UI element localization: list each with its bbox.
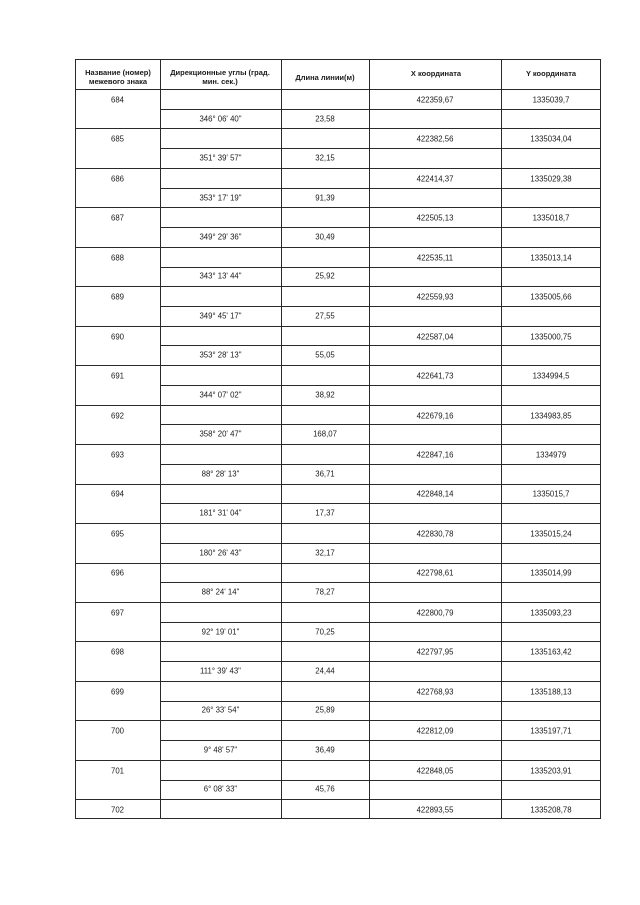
column-divider-0	[75, 59, 76, 819]
segment-length: 91,39	[315, 193, 335, 202]
row-divider	[75, 681, 601, 682]
point-x-coordinate: 422800,79	[416, 608, 454, 618]
column-divider-5	[600, 59, 601, 819]
row-divider	[75, 760, 601, 761]
column-divider-4	[501, 59, 502, 819]
point-y-coordinate: 1335203,91	[530, 766, 572, 776]
row-divider	[160, 424, 601, 425]
point-x-coordinate: 422798,61	[416, 568, 454, 578]
point-x-coordinate: 422830,78	[416, 529, 454, 539]
segment-direction-angle: 9° 48' 57"	[203, 745, 238, 755]
segment-direction-angle: 346° 06' 40"	[199, 114, 242, 124]
row-divider	[160, 109, 601, 110]
point-y-coordinate: 1334979	[535, 450, 567, 460]
segment-direction-angle: 351° 39' 57"	[199, 153, 242, 163]
point-x-coordinate: 422505,13	[416, 213, 454, 223]
segment-length: 168,07	[313, 429, 337, 439]
segment-direction-angle: 349° 45' 17"	[199, 311, 242, 321]
row-divider	[75, 720, 601, 721]
segment-length: 55,05	[315, 350, 335, 360]
segment-length: 17,37	[315, 508, 335, 518]
row-divider	[160, 780, 601, 781]
header-angle: Дирекционные углы (град. мин. сек.)	[170, 68, 270, 86]
point-y-coordinate: 1335000,75	[530, 332, 572, 342]
row-divider	[160, 188, 601, 189]
point-y-coordinate: 1335029,38	[530, 174, 572, 184]
row-divider	[160, 543, 601, 544]
point-y-coordinate: 1335208,78	[530, 805, 572, 815]
point-y-coordinate: 1335005,66	[530, 292, 572, 302]
point-name: 690	[110, 332, 124, 342]
header-y: Y координата	[525, 69, 577, 78]
row-divider	[160, 227, 601, 228]
row-divider	[75, 365, 601, 366]
segment-length: 78,27	[315, 587, 335, 597]
point-y-coordinate: 1335034,04	[530, 134, 572, 144]
row-divider	[160, 464, 601, 465]
segment-direction-angle: 181° 31' 04"	[199, 508, 242, 518]
point-name: 685	[110, 134, 124, 144]
point-x-coordinate: 422812,09	[416, 726, 454, 736]
row-divider	[160, 345, 601, 346]
point-name: 692	[110, 411, 124, 421]
point-name: 687	[110, 213, 124, 223]
point-name: 698	[110, 647, 124, 657]
point-x-coordinate: 422359,67	[416, 95, 454, 105]
point-name: 702	[110, 805, 124, 815]
segment-direction-angle: 88° 28' 13"	[201, 469, 240, 479]
segment-direction-angle: 92° 19' 01"	[201, 627, 240, 637]
row-divider	[75, 563, 601, 564]
point-y-coordinate: 1335015,7	[532, 489, 570, 499]
row-divider	[75, 641, 601, 642]
segment-direction-angle: 353° 17' 19"	[199, 193, 242, 202]
segment-length: 24,44	[315, 666, 335, 676]
segment-length: 23,58	[315, 114, 335, 124]
point-x-coordinate: 422797,95	[416, 647, 454, 657]
point-y-coordinate: 1335015,24	[530, 529, 572, 539]
row-divider	[75, 286, 601, 287]
point-name: 694	[110, 489, 124, 499]
segment-length: 32,15	[315, 153, 335, 163]
point-x-coordinate: 422559,93	[416, 292, 454, 302]
row-divider	[160, 267, 601, 268]
point-name: 693	[110, 450, 124, 460]
segment-direction-angle: 344° 07' 02"	[199, 390, 242, 400]
point-x-coordinate: 422641,73	[416, 371, 454, 381]
segment-direction-angle: 111° 39' 43"	[200, 666, 241, 676]
point-y-coordinate: 1335197,71	[530, 726, 572, 736]
table-border-top	[75, 59, 601, 60]
point-x-coordinate: 422848,14	[416, 489, 454, 499]
point-name: 695	[110, 529, 124, 539]
point-name: 691	[110, 371, 124, 381]
point-x-coordinate: 422414,37	[416, 174, 454, 184]
row-divider	[160, 740, 601, 741]
row-divider	[160, 385, 601, 386]
point-y-coordinate: 1334983,85	[530, 411, 572, 421]
row-divider	[160, 503, 601, 504]
row-divider	[160, 701, 601, 702]
row-divider	[75, 602, 601, 603]
point-name: 697	[110, 608, 124, 618]
point-x-coordinate: 422587,04	[416, 332, 454, 342]
point-x-coordinate: 422848,05	[416, 766, 454, 776]
segment-direction-angle: 353° 28' 13"	[199, 350, 242, 360]
row-divider	[160, 661, 601, 662]
row-divider	[75, 326, 601, 327]
segment-direction-angle: 6° 08' 33"	[203, 784, 238, 794]
table-header-divider	[75, 89, 601, 90]
row-divider	[75, 128, 601, 129]
table-border-bottom	[75, 818, 601, 819]
row-divider	[75, 444, 601, 445]
segment-length: 36,71	[315, 469, 335, 479]
row-divider	[75, 247, 601, 248]
segment-length: 38,92	[315, 390, 335, 400]
point-name: 684	[110, 95, 124, 105]
segment-length: 30,49	[315, 232, 335, 242]
point-name: 700	[110, 726, 124, 736]
point-y-coordinate: 1335013,14	[530, 253, 572, 263]
column-divider-3	[369, 59, 370, 819]
row-divider	[160, 148, 601, 149]
segment-length: 70,25	[315, 627, 335, 637]
segment-length: 25,89	[315, 705, 335, 715]
point-y-coordinate: 1335014,99	[530, 568, 572, 578]
point-name: 699	[110, 687, 124, 697]
point-y-coordinate: 1335163,42	[530, 647, 572, 657]
column-divider-2	[281, 59, 282, 819]
row-divider	[75, 207, 601, 208]
row-divider	[75, 799, 601, 800]
segment-direction-angle: 343° 13' 44"	[199, 271, 242, 281]
segment-length: 32,17	[315, 548, 335, 558]
boundary-coordinates-table	[75, 59, 601, 819]
point-y-coordinate: 1335188,13	[530, 687, 572, 697]
point-x-coordinate: 422535,11	[416, 253, 454, 263]
point-x-coordinate: 422847,16	[416, 450, 454, 460]
column-divider-1	[160, 59, 161, 819]
row-divider	[160, 306, 601, 307]
point-name: 689	[110, 292, 124, 302]
row-divider	[160, 622, 601, 623]
row-divider	[75, 405, 601, 406]
point-x-coordinate: 422893,55	[416, 805, 454, 815]
segment-direction-angle: 180° 26' 43"	[199, 548, 242, 558]
point-x-coordinate: 422382,56	[416, 134, 454, 144]
point-y-coordinate: 1335039,7	[532, 95, 570, 105]
point-y-coordinate: 1335093,23	[530, 608, 572, 618]
point-name: 701	[110, 766, 124, 776]
point-name: 688	[110, 253, 124, 263]
point-x-coordinate: 422768,93	[416, 687, 454, 697]
segment-length: 25,92	[315, 271, 335, 281]
point-y-coordinate: 1335018,7	[532, 213, 570, 223]
row-divider	[75, 484, 601, 485]
segment-length: 45,76	[315, 784, 335, 794]
segment-length: 36,49	[315, 745, 335, 755]
row-divider	[75, 168, 601, 169]
point-name: 696	[110, 568, 124, 578]
segment-direction-angle: 349° 29' 36"	[199, 232, 242, 242]
header-name: Название (номер) межевого знака	[85, 68, 151, 86]
header-x: X координата	[410, 69, 462, 78]
segment-direction-angle: 88° 24' 14"	[201, 587, 240, 597]
row-divider	[75, 523, 601, 524]
point-y-coordinate: 1334994,5	[532, 371, 570, 381]
header-length: Длина линии(м)	[295, 73, 355, 82]
segment-direction-angle: 26° 33' 54"	[201, 705, 240, 715]
segment-length: 27,55	[315, 311, 335, 321]
point-x-coordinate: 422679,16	[416, 411, 454, 421]
segment-direction-angle: 358° 20' 47"	[199, 429, 242, 439]
point-name: 686	[110, 174, 124, 184]
row-divider	[160, 582, 601, 583]
